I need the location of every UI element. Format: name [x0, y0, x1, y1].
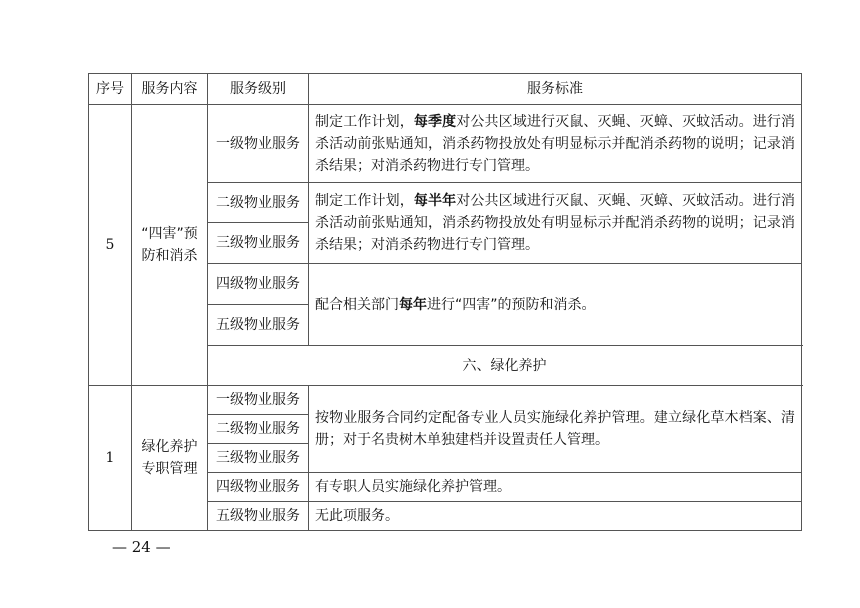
service-level-cell: 一级物业服务 — [208, 105, 309, 183]
header-service-level: 服务级别 — [208, 74, 309, 105]
standard-text: 对公共区域进行灭鼠、灭蝇、灭蟑、灭蚊活动。进行消杀活动前张贴通知，消杀药物投放处有明显标示并配消杀药物的说明；记录消杀结果；对消杀药物进行专门管理。 — [315, 193, 796, 253]
service-level-cell: 三级物业服务 — [208, 223, 309, 264]
standard-text: 制定工作计划， — [315, 193, 414, 209]
service-level-cell: 四级物业服务 — [208, 264, 309, 305]
table-row — [89, 386, 802, 415]
standard-emphasis: 每年 — [399, 296, 427, 313]
service-standard-cell: 无此项服务。 — [309, 502, 802, 531]
service-content-cell: “四害”预防和消杀 — [132, 105, 208, 386]
service-level-cell: 五级物业服务 — [208, 305, 309, 346]
section-title: 六、绿化养护 — [208, 346, 802, 386]
row-number: 5 — [89, 105, 132, 386]
standard-text: 进行“四害”的预防和消杀。 — [427, 296, 596, 313]
standard-text: 对公共区域进行灭鼠、灭蝇、灭蟑、灭蚊活动。进行消杀活动前张贴通知，消杀药物投放处有明显标示并配消杀药物的说明；记录消杀结果；对消杀药物进行专门管理。 — [315, 113, 796, 174]
header-service-standard: 服务标准 — [309, 74, 802, 105]
standard-emphasis: 每季度 — [413, 113, 457, 130]
service-level-cell: 一级物业服务 — [208, 386, 309, 415]
standard-emphasis: 每半年 — [413, 193, 457, 209]
service-standard-cell — [309, 264, 802, 346]
row-number: 1 — [89, 386, 132, 531]
service-standard-cell: 有专职人员实施绿化养护管理。 — [309, 473, 802, 502]
table-row — [89, 105, 802, 183]
service-level-cell: 四级物业服务 — [208, 473, 309, 502]
header-service-content: 服务内容 — [132, 74, 208, 105]
service-level-cell: 三级物业服务 — [208, 444, 309, 473]
service-content-cell: 绿化养护专职管理 — [132, 386, 208, 531]
header-no: 序号 — [89, 74, 132, 105]
standard-text: 配合相关部门 — [315, 296, 399, 313]
service-standard-cell — [309, 183, 802, 264]
service-standard-cell: 按物业服务合同约定配备专业人员实施绿化养护管理。建立绿化草木档案、清册；对于名贵树木单独建档并设置责任人管理。 — [309, 386, 802, 473]
page-number: — 24 — — [112, 538, 171, 556]
service-level-cell: 二级物业服务 — [208, 183, 309, 223]
service-standard-cell — [309, 105, 802, 183]
standard-text: 制定工作计划， — [315, 113, 414, 130]
table-header-row — [89, 74, 802, 105]
service-standard-table — [88, 73, 802, 531]
service-level-cell: 五级物业服务 — [208, 502, 309, 531]
service-level-cell: 二级物业服务 — [208, 415, 309, 444]
